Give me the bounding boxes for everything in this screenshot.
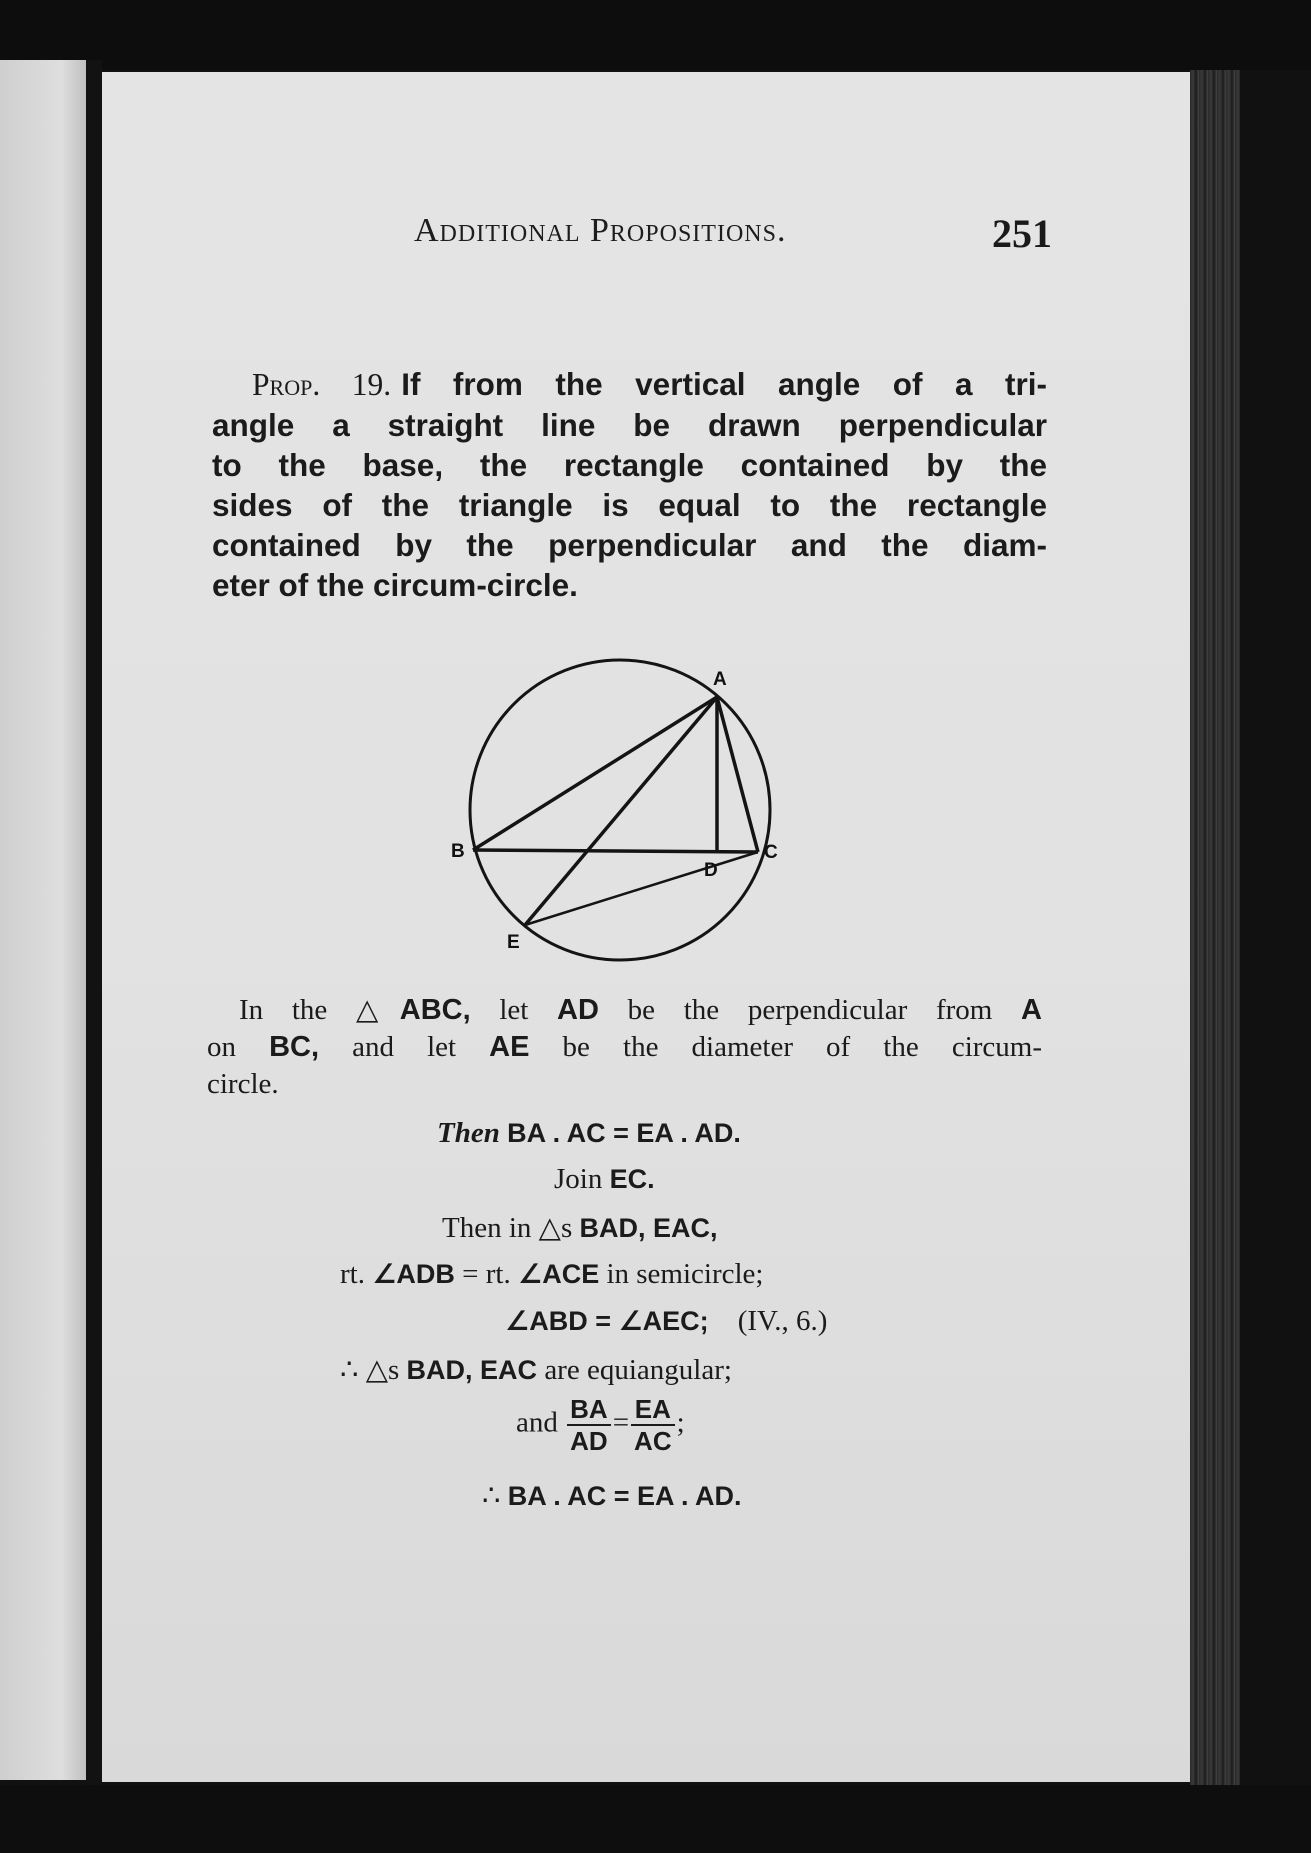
page-stack-edge	[1190, 70, 1240, 1790]
book-gutter	[86, 60, 102, 1790]
proof-conclusion: ∴ BA . AC = EA . AD.	[482, 1480, 742, 1512]
proof-step-ratio: and $\frac{BA}{AD}$ = $\frac{EA}{AC}$ ;	[516, 1394, 685, 1456]
segment-ec	[525, 852, 758, 925]
fraction-ea-ac: $\frac{EA}{AC}$	[631, 1394, 675, 1456]
proposition-line: contained by the perpendicular and the diam-	[212, 527, 1047, 563]
fraction-ba-ad: $\frac{BA}{AD}$	[567, 1394, 611, 1456]
proposition-line: sides of the triangle is equal to the rectangle	[212, 487, 1047, 523]
circle-triangle-diagram	[451, 650, 805, 970]
proof-statement: Then BA . AC = EA . AD.	[437, 1117, 741, 1149]
scan-top-border	[0, 0, 1311, 70]
geometry-figure	[451, 650, 805, 970]
label-a: A	[713, 669, 727, 690]
proposition-line: to the base, the rectangle contained by the	[212, 447, 1047, 483]
adjacent-page-edge	[0, 60, 88, 1780]
scan-bottom-border	[0, 1785, 1311, 1853]
segment-ae	[525, 697, 717, 925]
label-e: E	[507, 932, 520, 953]
label-b: B	[451, 841, 465, 862]
proposition-label: Prop. 19.	[252, 367, 392, 402]
running-header	[402, 212, 1052, 260]
paragraph-line: on BC, and let AE be the diameter of the circum-	[207, 1031, 1042, 1063]
proof-step-triangles: Then in △s BAD, EAC,	[442, 1212, 718, 1244]
proposition-line: Prop. 19. If from the vertical angle of a tri-	[252, 366, 1047, 402]
paragraph-line: In the △ABC, let AD be the perpendicular from A	[239, 994, 1042, 1026]
label-c: C	[764, 842, 778, 863]
proof-setup-paragraph	[207, 992, 1042, 1103]
proposition-statement	[212, 364, 1047, 605]
segment-ba	[473, 697, 717, 850]
proposition-line: angle a straight line be drawn perpendicular	[212, 407, 1047, 443]
label-d: D	[704, 860, 718, 881]
proof-step-angles: ∠ABD = ∠AEC; (IV., 6.)	[505, 1305, 828, 1337]
proof-step-join: Join EC.	[554, 1163, 655, 1195]
running-title: Additional Propositions.	[414, 212, 787, 249]
proposition-line: eter of the circum-circle.	[212, 567, 578, 603]
proof-step-equiangular: ∴ △s BAD, EAC are equiangular;	[340, 1354, 732, 1386]
page-number: 251	[992, 211, 1052, 256]
proof-step-right-angles: rt. ∠ADB = rt. ∠ACE in semicircle;	[340, 1258, 764, 1290]
paragraph-line: circle.	[207, 1068, 279, 1100]
segment-ac	[717, 697, 758, 852]
